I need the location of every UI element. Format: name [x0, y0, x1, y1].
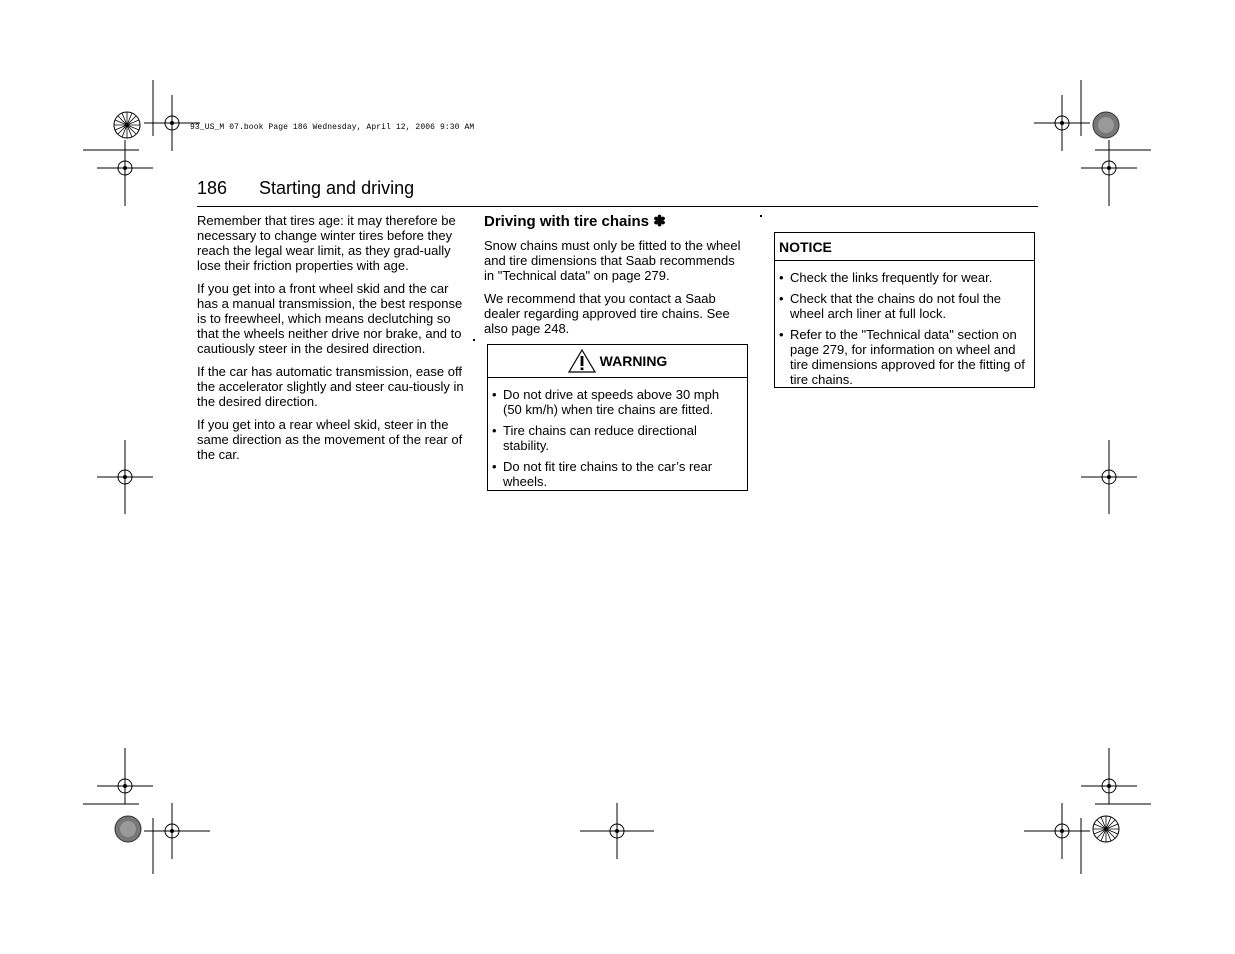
snowflake-icon: ✽ — [653, 213, 666, 230]
paragraph: We recommend that you contact a Saab dealer regarding approved tire chains. See also page 248. — [484, 291, 730, 336]
list-item: • Tire chains can reduce directional stability. — [492, 423, 741, 453]
warning-box — [487, 344, 748, 491]
warning-triangle-icon — [568, 349, 596, 373]
paragraph: If you get into a rear wheel skid, steer in the same direction as the movement of the rear of the car. — [197, 417, 463, 462]
list-item: • Check that the chains do not foul the wheel arch liner at full lock. — [779, 291, 1028, 321]
list-item: • Do not drive at speeds above 30 mph (50 km/h) when tire chains are fitted. — [492, 387, 741, 417]
header-rule — [197, 206, 1038, 207]
list-item: • Check the links frequently for wear. — [779, 270, 1028, 285]
list-item: • Refer to the "Technical data" section on page 279, for information on wheel and tire dimensions approved for the fitting of tire chains. — [779, 327, 1028, 387]
list-item: • Do not fit tire chains to the car’s rear wheels. — [492, 459, 741, 489]
notice-list — [775, 261, 1034, 387]
warning-title: WARNING — [599, 353, 668, 369]
notice-header: NOTICE — [775, 233, 1034, 261]
print-slug: 93_US_M 07.book Page 186 Wednesday, April 12, 2006 9:30 AM — [190, 123, 475, 132]
paragraph: Snow chains must only be fitted to the wheel and tire dimensions that Saab recommends in "Technical data" on page 279. — [484, 238, 741, 283]
heading-text: Driving with tire chains — [484, 213, 650, 230]
page-number: 186 — [197, 178, 228, 198]
margin-dot — [760, 215, 762, 217]
middle-column — [484, 213, 748, 344]
section-heading — [484, 213, 748, 231]
paragraph: If the car has automatic transmission, ease off the accelerator slightly and steer cau-tiously in the desired direction. — [197, 364, 464, 409]
left-column — [197, 213, 465, 470]
section-title: Starting and driving — [259, 178, 415, 198]
warning-list — [488, 378, 747, 489]
paragraph: If you get into a front wheel skid and the car has a manual transmission, the best response is to freewheel, which means declutching so that the wheels neither drive nor brake, and to cautiously steer in the desired direction. — [197, 281, 463, 356]
warning-header — [488, 345, 747, 378]
margin-dot — [473, 339, 475, 341]
notice-box — [774, 232, 1035, 388]
paragraph: Remember that tires age: it may therefore be necessary to change winter tires before they reach the legal wear limit, as they grad-ually lose their friction properties with age. — [197, 213, 456, 273]
